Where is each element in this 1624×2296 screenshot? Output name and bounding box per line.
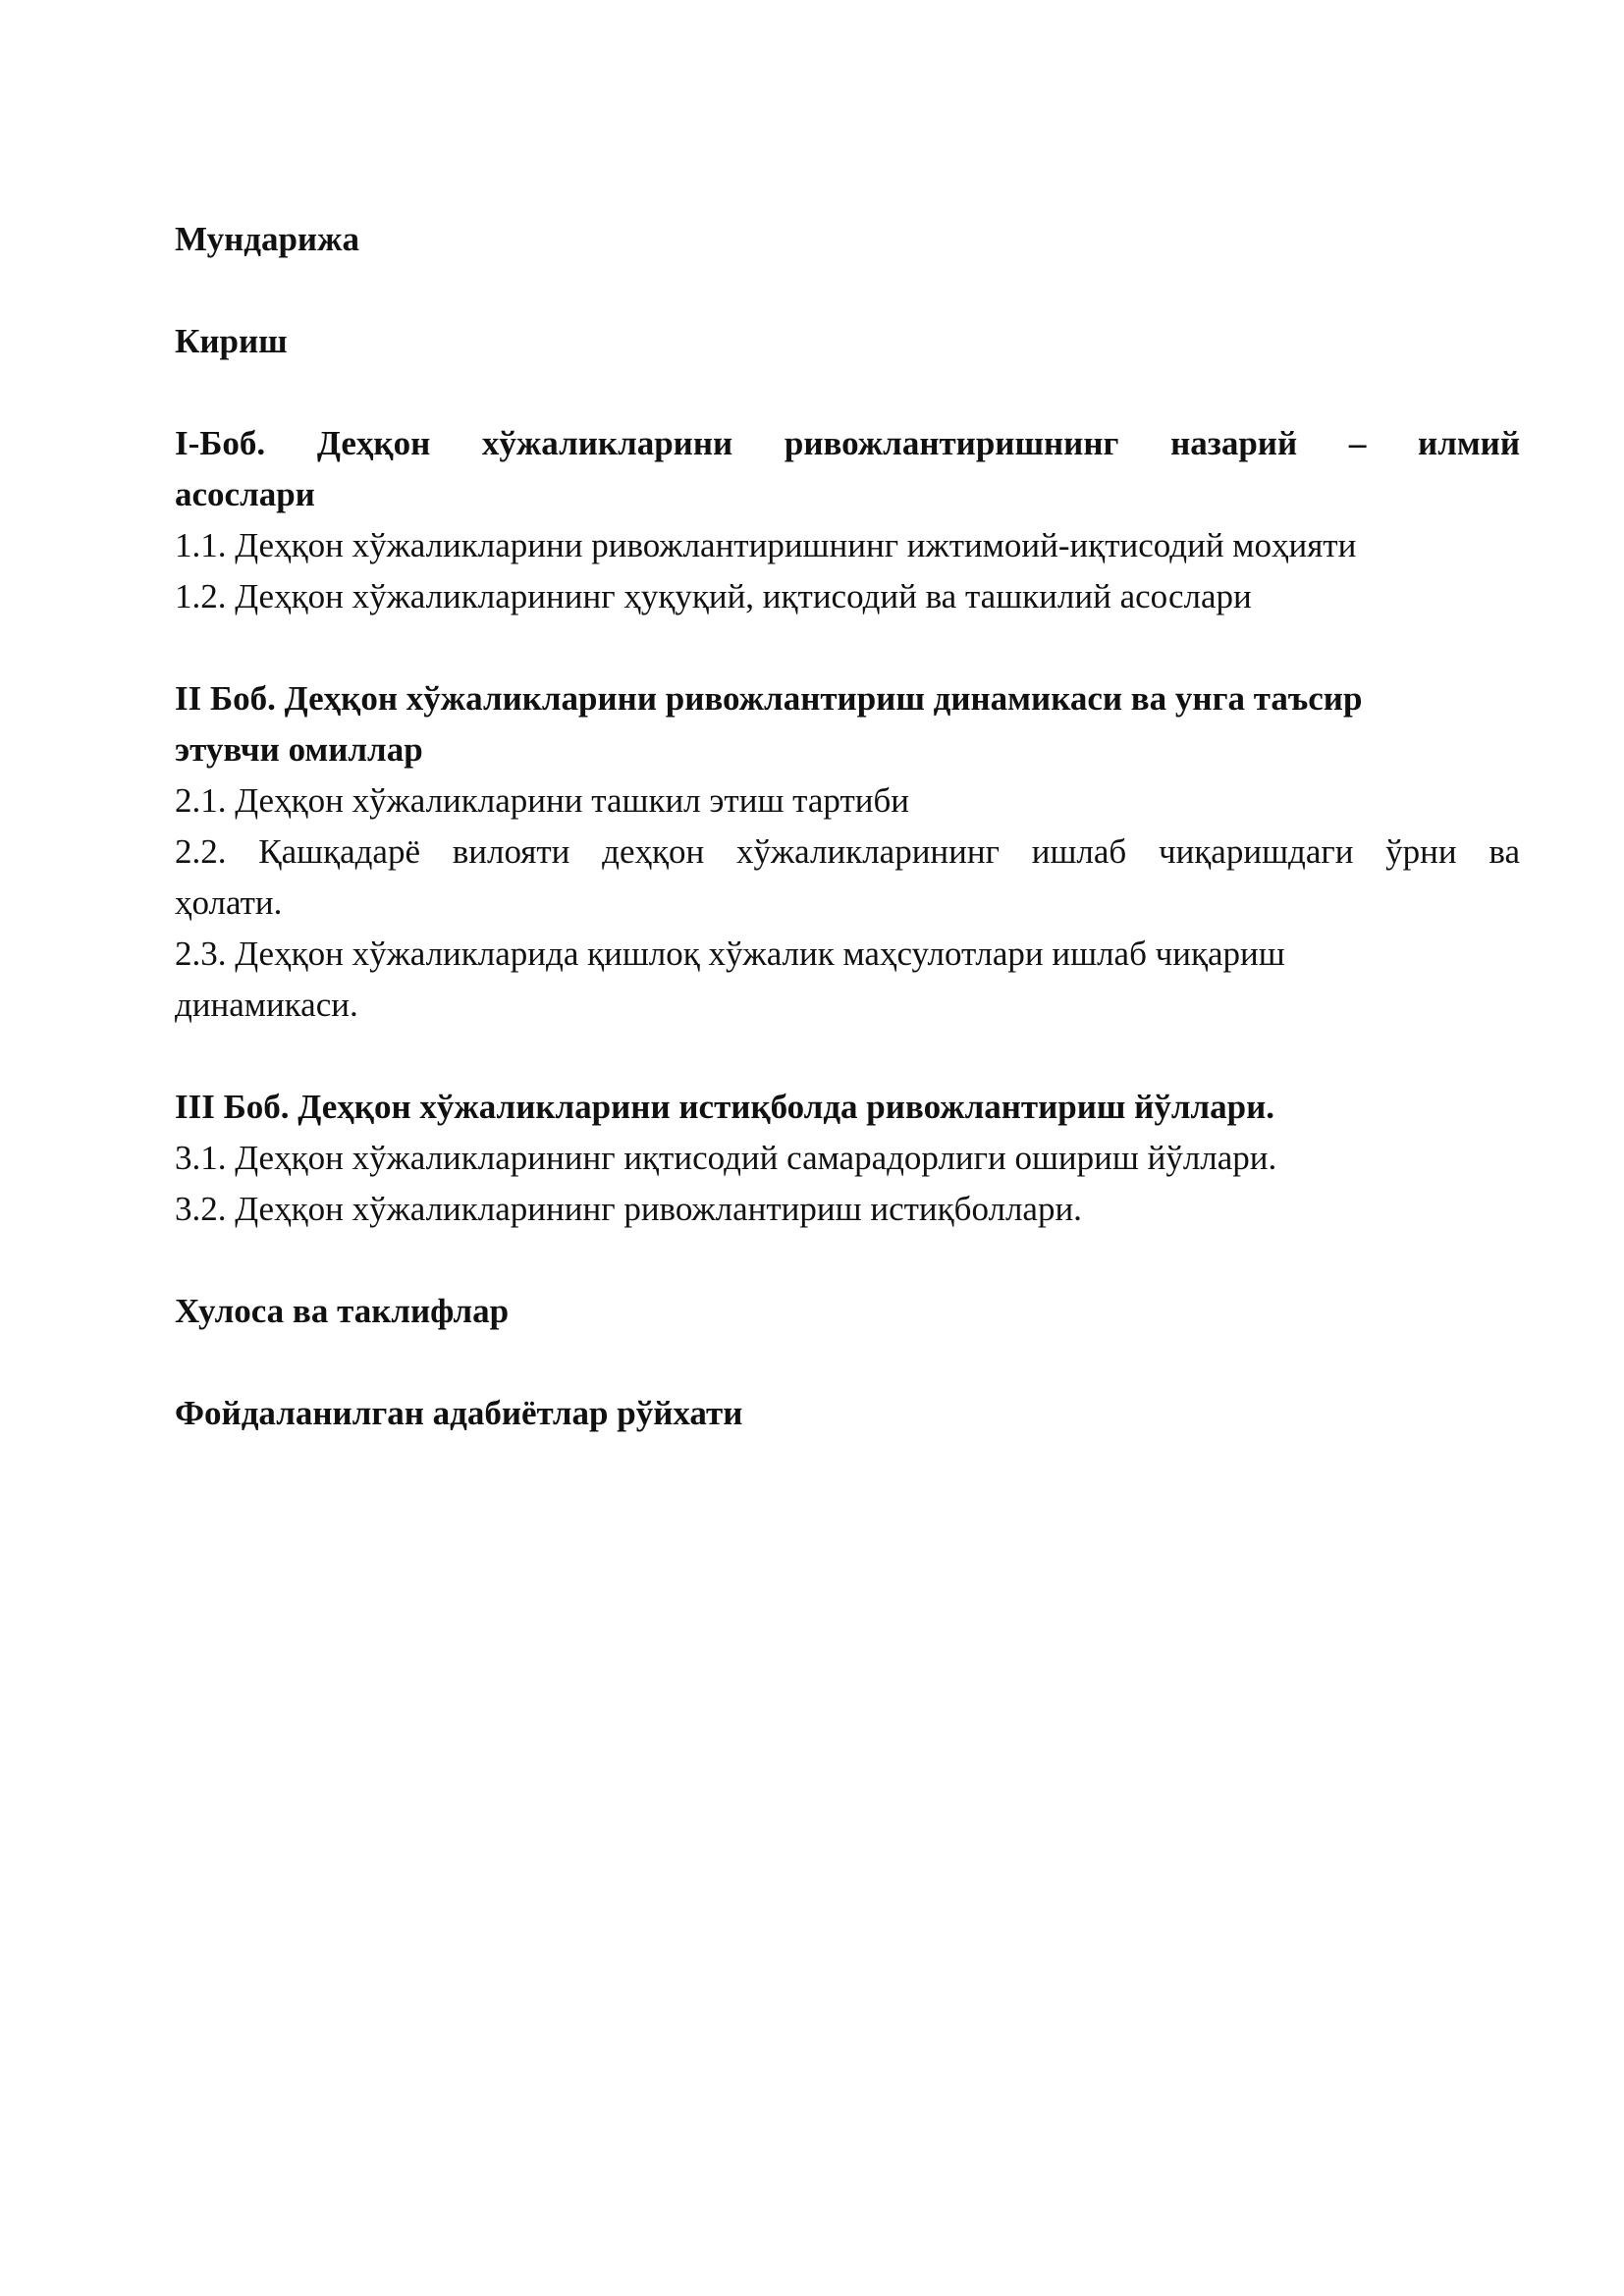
chapter2-heading-line2: этувчи омиллар [175,730,423,769]
chapter3-heading: III Боб. Деҳқон хўжаликларини истиқболда ривожлантириш йўллари. [175,1088,1274,1126]
toc-item-1-1: 1.1. Деҳқон хўжаликларини ривожлантиришнинг ижтимоий-иқтисодий моҳияти [175,526,1357,564]
toc-item-2-1: 2.1. Деҳқон хўжаликларини ташкил этиш тартиби [175,781,910,820]
chapter2-heading-line1: II Боб. Деҳқон хўжаликларини ривожлантириш динамикаси ва унга таъсир [175,679,1363,718]
toc-title: Мундарижа [175,220,359,258]
table-of-contents [175,214,1520,1439]
toc-item-3-1: 3.1. Деҳқон хўжаликларининг иқтисодий самарадорлиги ошириш йўллари. [175,1139,1277,1177]
toc-item-3-2: 3.2. Деҳқон хўжаликларининг ривожлантириш истиқболлари. [175,1190,1082,1228]
toc-conclusion: Хулоса ва таклифлар [175,1292,510,1330]
chapter1-heading-line1: I-Боб. Деҳқон хўжаликларини ривожлантиришнинг назарий – илмий [175,424,1520,462]
toc-item-2-3-line2: динамикаси. [175,986,358,1024]
toc-intro: Кириш [175,322,288,360]
toc-item-2-2-line2: ҳолати. [175,883,283,922]
chapter1-heading-line2: асослари [175,475,315,513]
toc-item-2-2-line1: 2.2. Қашқадарё вилояти деҳқон хўжаликларининг ишлаб чиқаришдаги ўрни ва [175,832,1520,871]
toc-references: Фойдаланилган адабиётлар рўйхати [175,1394,743,1432]
toc-item-1-2: 1.2. Деҳқон хўжаликларининг ҳуқуқий, иқтисодий ва ташкилий асослари [175,577,1252,615]
toc-item-2-3-line1: 2.3. Деҳқон хўжаликларида қишлоқ хўжалик маҳсулотлари ишлаб чиқариш [175,934,1285,973]
